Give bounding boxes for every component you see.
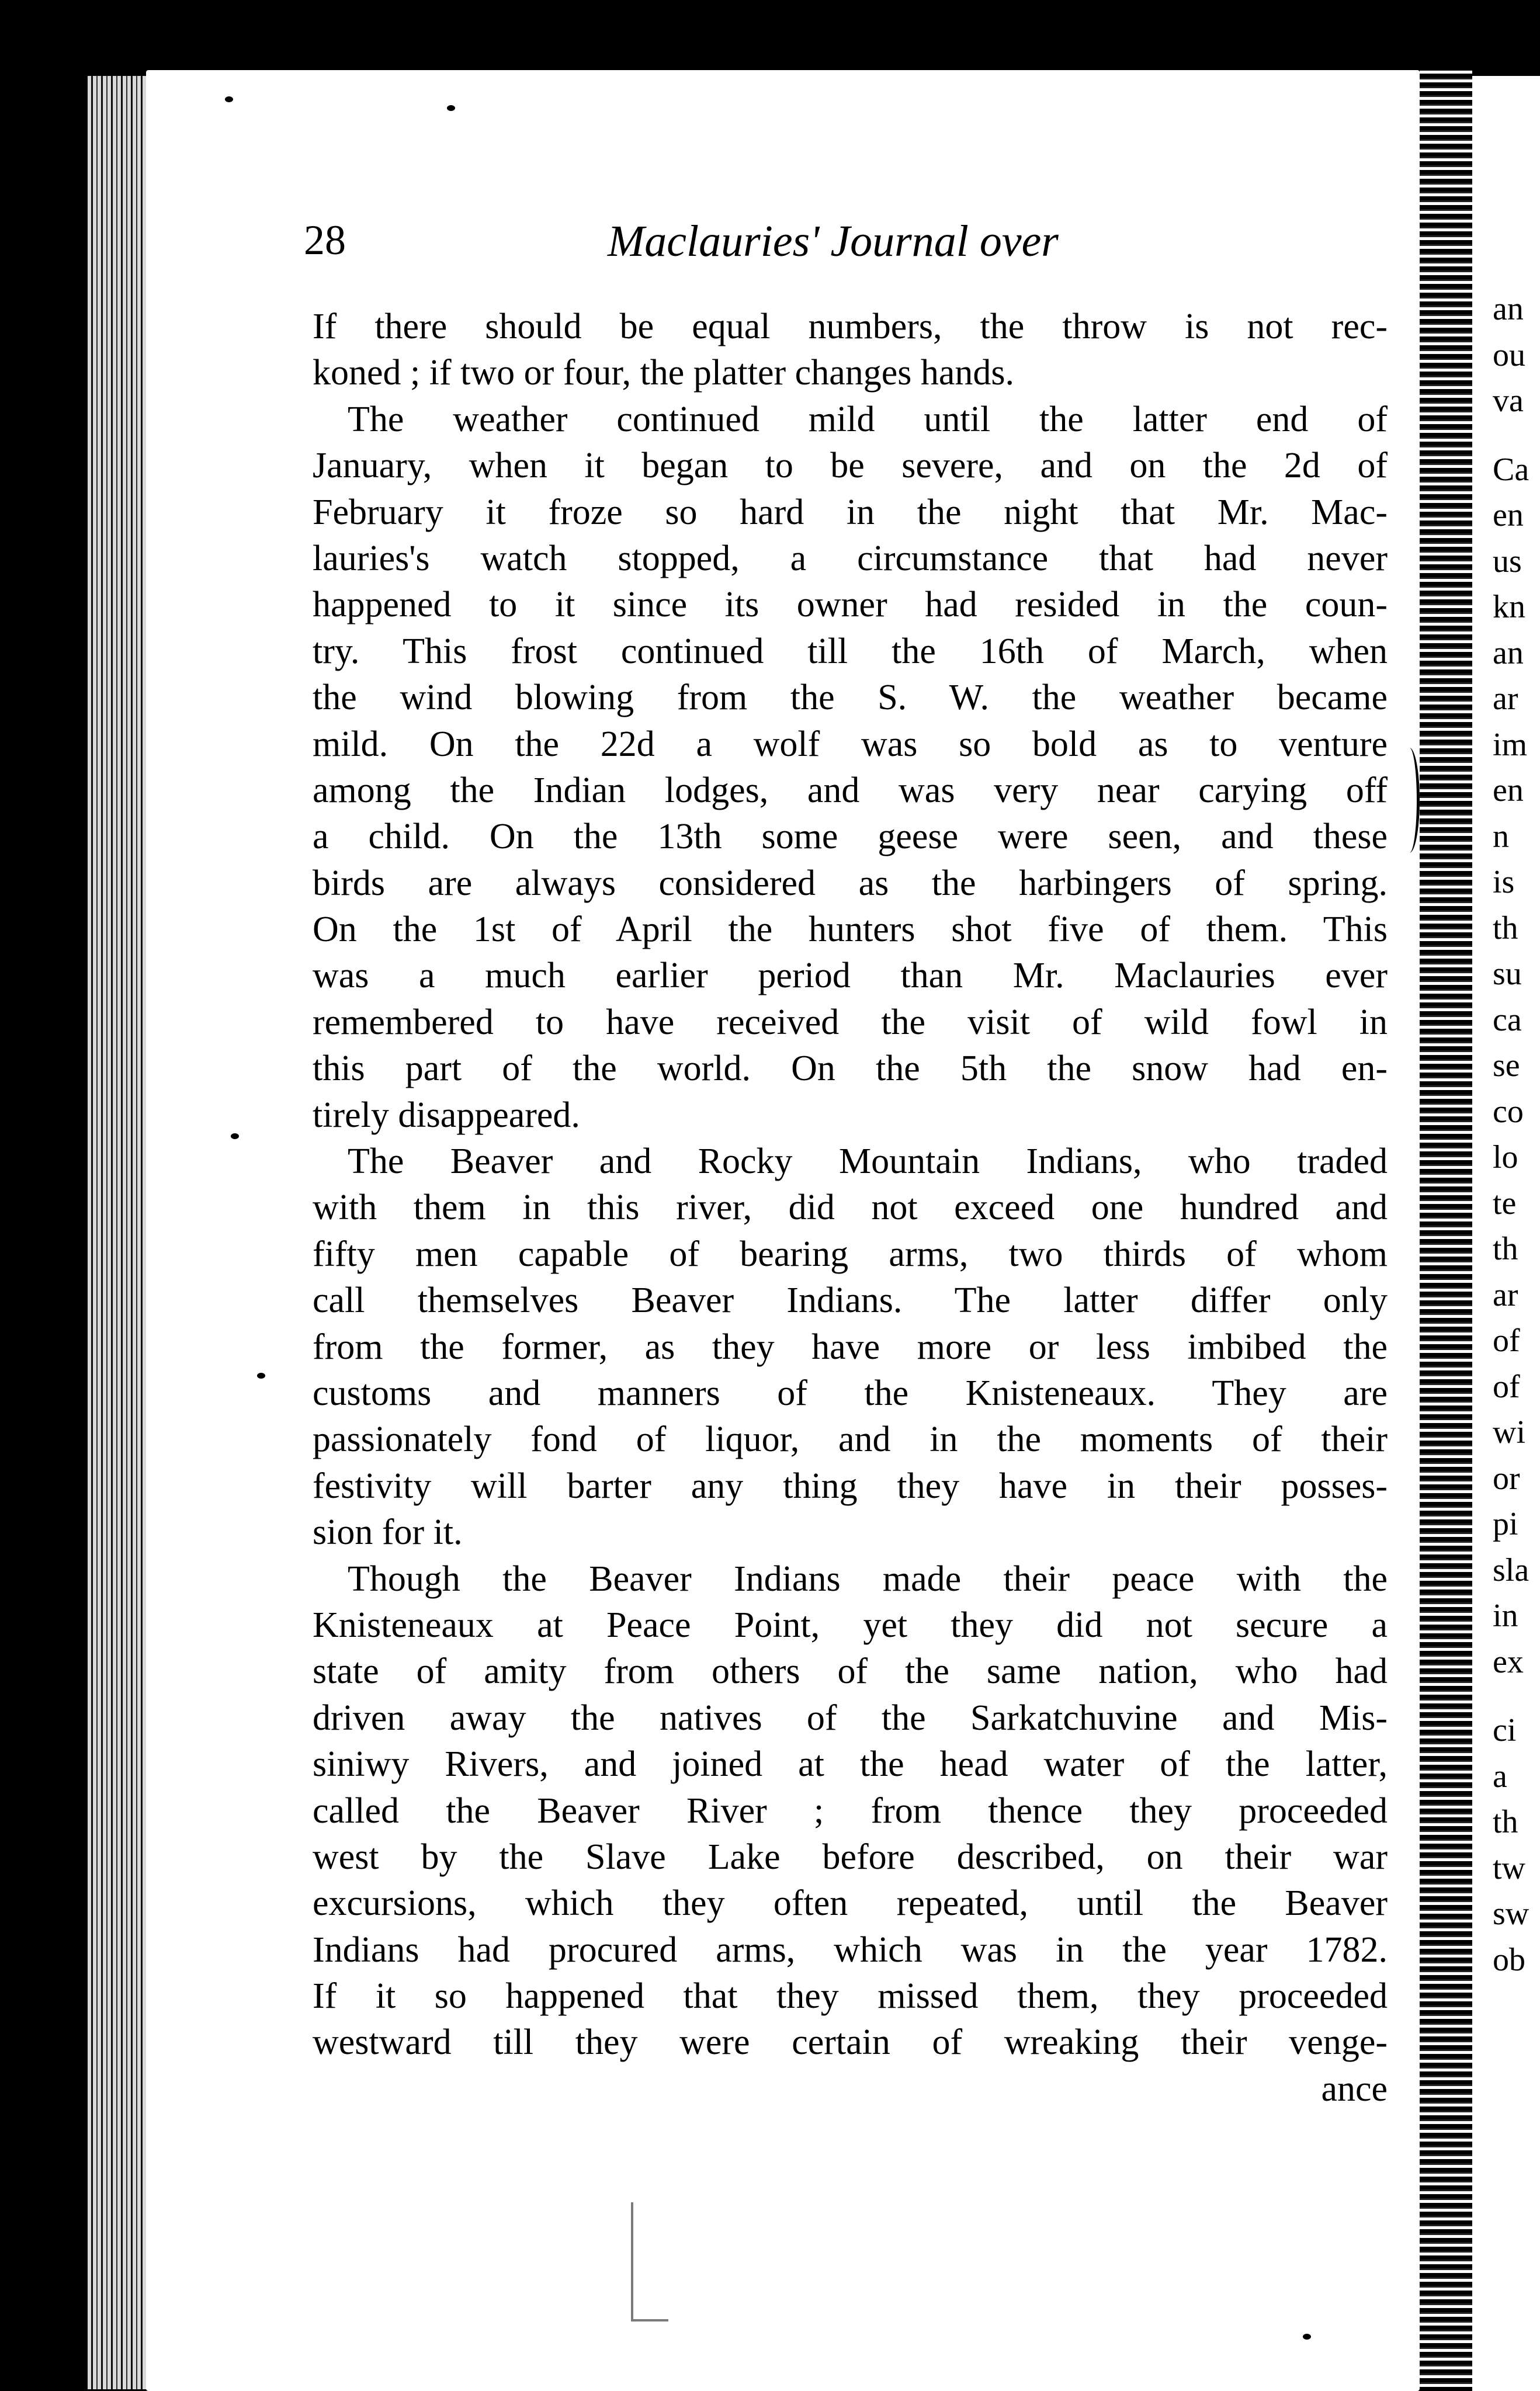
text-line: January, when it began to be severe, and on the 2d of (313, 446, 1388, 486)
fragment: th (1493, 1231, 1518, 1267)
fragment: in (1493, 1598, 1518, 1634)
fragment: lo (1493, 1139, 1518, 1175)
text-line: this part of the world. On the 5th the snow had en- (313, 1049, 1388, 1089)
text-line: the wind blowing from the S. W. the weather became (313, 678, 1388, 718)
fragment: im (1493, 726, 1528, 763)
ink-speck (447, 105, 455, 111)
fragment: ob (1493, 1941, 1525, 1978)
text-line: was a much earlier period than Mr. Maclauries ever (313, 956, 1388, 996)
fragment: a (1493, 1758, 1507, 1795)
fragment (1493, 1685, 1539, 1708)
text-line: remembered to have received the visit of wild fowl in (313, 1002, 1388, 1042)
ink-speck (1303, 2334, 1311, 2340)
text-line: westward till they were certain of wreaking their venge- (313, 2022, 1388, 2063)
margin-bracket-mark (1399, 748, 1420, 853)
text-line: Knisteneaux at Peace Point, yet they did not secure a (313, 1605, 1388, 1645)
binding-gutter (1420, 70, 1472, 2391)
text-line: birds are always considered as the harbingers of spring. (313, 863, 1388, 903)
fragment: an (1493, 634, 1524, 671)
text-line: If it so happened that they missed them, they proceeded (313, 1976, 1388, 2017)
text-line: driven away the natives of the Sarkatchuvine and Mis- (313, 1698, 1388, 1738)
running-title: Maclauries' Journal over (608, 217, 1059, 266)
text-line: mild. On the 22d a wolf was so bold as to venture (313, 724, 1388, 764)
fragment: ar (1493, 1276, 1518, 1313)
ink-speck (225, 96, 233, 102)
fragment: ci (1493, 1712, 1517, 1748)
text-line: excursions, which they often repeated, until the Beaver (313, 1883, 1388, 1924)
fragment: en (1493, 772, 1524, 808)
fragment: su (1493, 956, 1522, 992)
fragment: en (1493, 497, 1524, 533)
running-head (304, 216, 1414, 280)
catchword: ance (1321, 2069, 1388, 2109)
text-line: called the Beaver River ; from thence they proceeded (313, 1790, 1388, 1831)
text-line: west by the Slave Lake before described, on their war (313, 1837, 1388, 1877)
text-line: with them in this river, did not exceed one hundred and (313, 1188, 1388, 1228)
text-line: koned ; if two or four, the platter changes hands. (313, 353, 1015, 393)
fragment: or (1493, 1460, 1520, 1497)
fragment: is (1493, 864, 1515, 900)
fragment: pi (1493, 1506, 1518, 1542)
text-line: from the former, as they have more or less imbibed the (313, 1327, 1388, 1367)
text-line: Indians had procured arms, which was in the year 1782. (313, 1930, 1388, 1970)
fragment (1493, 424, 1539, 447)
fragment: tw (1493, 1849, 1525, 1886)
text-line: lauries's watch stopped, a circumstance that had never (313, 538, 1388, 578)
fragment: ar (1493, 681, 1518, 717)
fragment: Ca (1493, 451, 1529, 488)
text-line: a child. On the 13th some geese were seen, and these (313, 817, 1388, 857)
text-line: Though the Beaver Indians made their peace with the (348, 1559, 1388, 1599)
text-line: If there should be equal numbers, the throw is not rec- (313, 307, 1388, 346)
fragment: ex (1493, 1643, 1524, 1680)
ink-mark (631, 2202, 668, 2321)
page-number: 28 (304, 217, 346, 263)
fragment: of (1493, 1323, 1520, 1359)
text-line: festivity will barter any thing they have in their posses- (313, 1466, 1388, 1506)
text-line: passionately fond of liquor, and in the moments of their (313, 1420, 1388, 1460)
fragment: ou (1493, 336, 1525, 373)
ink-speck (231, 1133, 239, 1139)
text-line: state of amity from others of the same nation, who had (313, 1651, 1388, 1692)
fragment: sw (1493, 1896, 1529, 1932)
text-line: The Beaver and Rocky Mountain Indians, who traded (348, 1141, 1388, 1182)
text-line: try. This frost continued till the 16th of March, when (313, 631, 1388, 671)
text-line: February it froze so hard in the night that Mr. Mac- (313, 492, 1388, 532)
text-line: among the Indian lodges, and was very near carying off (313, 770, 1388, 810)
fragment: co (1493, 1093, 1524, 1130)
fragment: te (1493, 1185, 1517, 1221)
fragment: sla (1493, 1552, 1529, 1588)
text-line: sion for it. (313, 1512, 463, 1553)
fragment: an (1493, 291, 1524, 327)
body-text (313, 304, 1388, 2112)
text-line: On the 1st of April the hunters shot five of them. This (313, 910, 1388, 950)
fragment: th (1493, 910, 1518, 946)
text-line: call themselves Beaver Indians. The latter differ only (313, 1280, 1388, 1321)
text-line: customs and manners of the Knisteneaux. They are (313, 1373, 1388, 1413)
fragment: of (1493, 1368, 1520, 1405)
text-line: tirely disappeared. (313, 1095, 580, 1135)
fragment: va (1493, 383, 1524, 419)
fragment: se (1493, 1047, 1520, 1084)
fragment: kn (1493, 589, 1525, 625)
ink-speck (257, 1373, 265, 1379)
text-line: The weather continued mild until the latter end of (348, 399, 1388, 439)
fragment: ca (1493, 1001, 1522, 1038)
facing-page-text-fragments (1493, 286, 1539, 1983)
fragment: wi (1493, 1414, 1525, 1450)
fragment: n (1493, 818, 1509, 855)
fragment: th (1493, 1804, 1518, 1840)
fragment: us (1493, 543, 1522, 579)
text-line: happened to it since its owner had resided in the coun- (313, 585, 1388, 625)
text-line: fifty men capable of bearing arms, two thirds of whom (313, 1234, 1388, 1274)
text-line: siniwy Rivers, and joined at the head water of the latter, (313, 1744, 1388, 1785)
